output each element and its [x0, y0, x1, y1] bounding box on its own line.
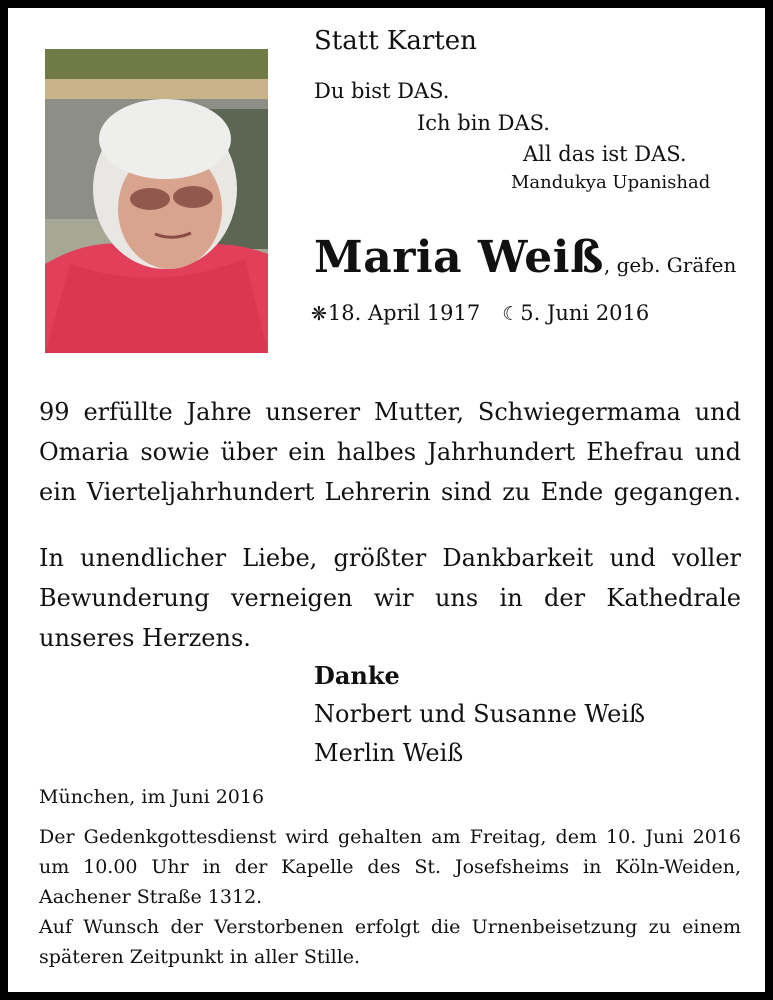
- motto-line-1: Du bist DAS.: [314, 79, 450, 103]
- service-line: Auf Wunsch der Verstorbenen erfolgt die Urnenbeisetzung zu einem: [39, 916, 741, 938]
- portrait-photo: [45, 49, 268, 353]
- deceased-name-line: [314, 232, 736, 283]
- birth-date: 18. April 1917: [327, 301, 481, 325]
- service-line: Aachener Straße 1312.: [39, 886, 263, 908]
- love-paragraph: [39, 538, 741, 658]
- statt-karten: Statt Karten: [314, 26, 477, 56]
- tribute-line: 99 erfüllte Jahre unserer Mutter, Schwiegermama und: [39, 398, 741, 426]
- motto-source: Mandukya Upanishad: [511, 172, 711, 193]
- motto-line-2: Ich bin DAS.: [417, 111, 550, 135]
- service-notice: [39, 822, 741, 972]
- death-moon-icon: ☾: [502, 303, 520, 325]
- signature-line-1: Norbert und Susanne Weiß: [314, 700, 646, 728]
- service-line: Der Gedenkgottesdienst wird gehalten am Freitag, dem 10. Juni 2016: [39, 826, 741, 848]
- motto-line-3: All das ist DAS.: [523, 142, 687, 166]
- birth-name: , geb. Gräfen: [603, 253, 737, 277]
- life-dates: [311, 301, 649, 325]
- love-line: In unendlicher Liebe, größter Dankbarkeit und voller: [39, 544, 741, 572]
- tribute-line: ein Vierteljahrhundert Lehrerin sind zu Ende gegangen.: [39, 478, 741, 506]
- death-date: 5. Juni 2016: [520, 301, 650, 325]
- thanks-heading: Danke: [314, 661, 400, 690]
- love-line: Bewunderung verneigen wir uns in der Kathedrale: [39, 584, 741, 612]
- birth-star-icon: ❋: [311, 303, 327, 325]
- love-line: unseres Herzens.: [39, 624, 251, 652]
- signature-line-2: Merlin Weiß: [314, 739, 464, 767]
- deceased-name: Maria Weiß: [314, 232, 604, 283]
- tribute-paragraph: [39, 392, 741, 512]
- service-line: späteren Zeitpunkt in aller Stille.: [39, 946, 361, 968]
- place-date: München, im Juni 2016: [39, 786, 265, 808]
- tribute-line: Omaria sowie über ein halbes Jahrhundert Ehefrau und: [39, 438, 741, 466]
- service-line: um 10.00 Uhr in der Kapelle des St. Josefsheims in Köln-Weiden,: [39, 856, 741, 878]
